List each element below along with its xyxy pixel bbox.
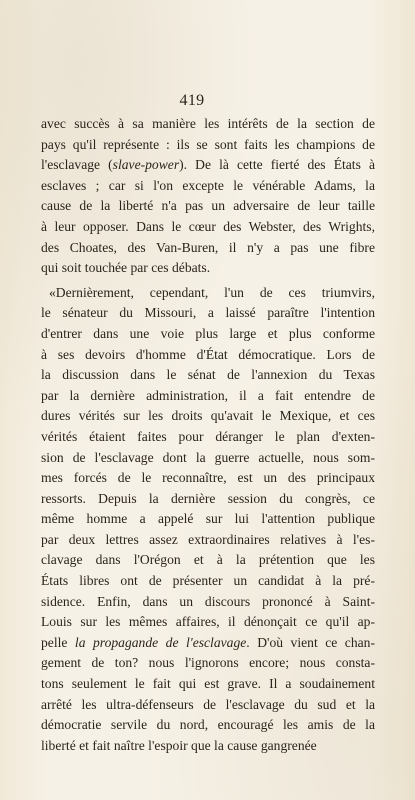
text-line [41,324,375,345]
text-run: qui soit touchée par ces débats. [41,260,211,276]
text-run: d'entrer dans une voie plus large et plus conforme [41,325,375,341]
text-line [41,530,375,551]
text-run: liberté et fait naître l'espoir que la cause gangrenée [41,737,317,753]
text-run: sidence. Enfin, dans un discours prononcé à Saint- [41,593,375,609]
italic-run: la propagande de l'esclavage [74,634,247,650]
text-line [41,217,375,238]
text-line [41,365,375,386]
text-run: le sénateur du Missouri, a laissé paraître l'intention [41,305,375,321]
text-line [41,592,375,613]
text-run: tons seulement le fait qui est grave. Il a soudainement [41,676,375,692]
text-run: . D'où vient ce chan- [246,634,375,650]
text-line [41,715,375,736]
text-run: gement de ton? nous l'ignorons encore; nous consta- [41,655,375,671]
text-run: États libres ont de présenter un candidat à la pré- [41,573,375,589]
text-run: arrêté les ultra-défenseurs de l'esclavage du sud et la [41,696,375,712]
text-line [41,612,375,633]
text-run: par la dernière administration, il a fait entendre de [41,387,375,403]
text-run: sion de l'esclavage dont la guerre actuelle, nous som- [41,449,375,465]
text-line [41,155,375,176]
text-line [41,509,375,530]
text-line [41,345,375,366]
text-run: à leur opposer. Dans le cœur des Webster, des Wrights, [41,218,375,234]
text-line [41,386,375,407]
text-line [41,633,375,654]
text-line [41,196,375,217]
text-run: esclaves ; car si l'on excepte le vénérable Adams, la [41,177,375,193]
text-line [41,550,375,571]
text-line [41,489,375,510]
text-line [41,303,375,324]
text-run: pelle [41,634,75,650]
text-line [41,258,375,279]
text-run: par deux lettres assez extraordinaires relatives à l'es- [41,531,375,547]
text-line [41,283,375,304]
text-line [41,736,375,757]
text-run: ). De là cette fierté des États à [179,157,375,173]
text-run: l'esclavage ( [41,157,113,173]
page-number: 419 [179,92,205,109]
text-line [41,135,375,156]
body-text [41,114,375,756]
text-line [41,674,375,695]
text-line [41,448,375,469]
text-run: clavage dans l'Orégon et à la prétention que les [41,552,375,568]
text-run: mes forcés de le reconnaître, est un des principaux [41,470,375,486]
text-run: à ses devoirs d'homme d'État démocratique. Lors de [41,346,375,362]
text-run: des Choates, des Van-Buren, il n'y a pas une fibre [41,239,375,255]
text-run: dures vérités sur les droits qu'avait le Mexique, et ces [41,408,375,424]
italic-run: slave-power [112,157,180,173]
text-run: même homme a appelé sur lui l'attention publique [41,511,375,527]
text-line [41,571,375,592]
text-line [41,695,375,716]
text-line [41,114,375,135]
text-run: la discussion dans le sénat de l'annexion du Texas [41,367,375,383]
text-run: cause de la liberté n'a pas un adversaire de leur taille [41,198,375,214]
text-run: ressorts. Depuis la dernière session du congrès, ce [41,490,375,506]
text-line [41,176,375,197]
text-run: «Dernièrement, cependant, l'un de ces triumvirs, [49,284,375,300]
text-line [41,653,375,674]
text-run: avec succès à sa manière les intérêts de la section de [41,116,375,131]
text-run: vérités étaient faites pour déranger le plan d'exten- [41,428,375,444]
text-run: pays qu'il représente : ils se sont faits les champions de [41,136,375,152]
text-run: Louis sur les mêmes affaires, il dénonçait ce qu'il ap- [41,614,375,630]
text-line [41,406,375,427]
text-run: démocratie servile du nord, encouragé les amis de la [41,717,375,733]
text-line [41,238,375,259]
text-line [41,468,375,489]
text-line [41,427,375,448]
